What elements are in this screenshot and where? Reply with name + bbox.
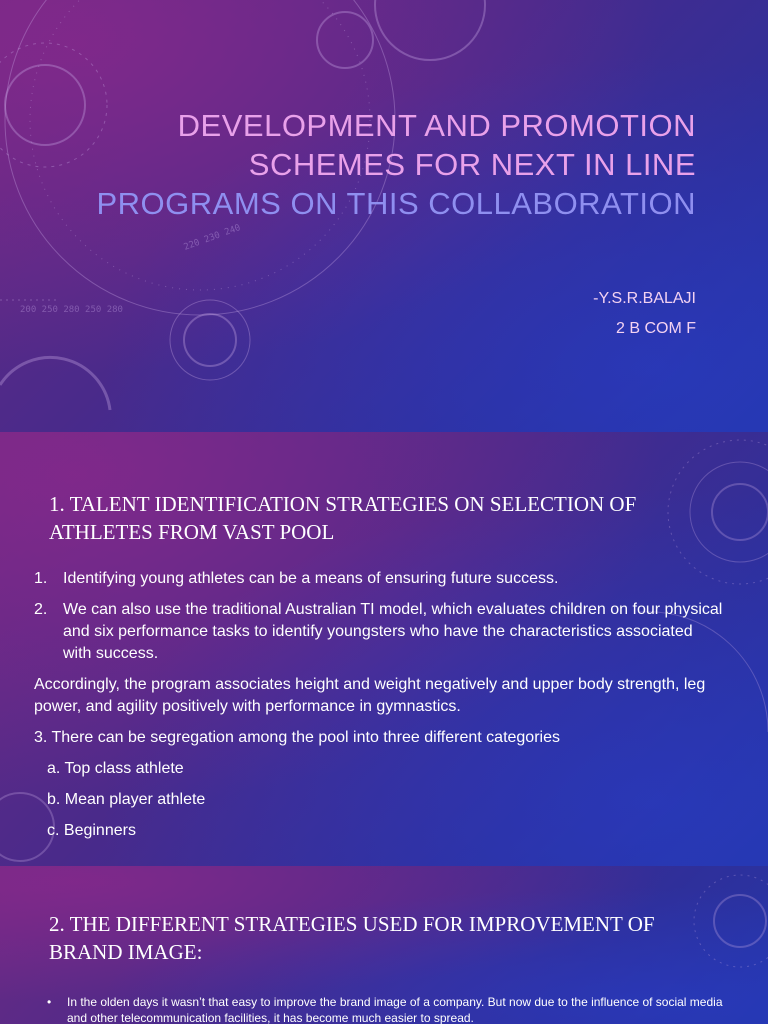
list-item	[47, 994, 727, 1024]
bullet-icon: •	[47, 995, 52, 1009]
author-block	[593, 284, 696, 344]
point-3: 3. There can be segregation among the pool into three different categories	[34, 729, 560, 746]
item-text: Identifying young athletes can be a means of ensuring future success.	[63, 570, 559, 587]
svg-text:220 230 240: 220 230 240	[182, 223, 243, 253]
talent-identification-slide	[0, 432, 768, 866]
section-heading: 1. TALENT IDENTIFICATION STRATEGIES ON SELECTION OF ATHLETES FROM VAST POOL	[49, 492, 637, 544]
slide-body	[34, 568, 724, 851]
category-item: a. Top class athlete	[47, 760, 184, 777]
title-line-2: SCHEMES FOR NEXT IN LINE	[248, 147, 696, 182]
list-item	[34, 568, 724, 590]
category-item: b. Mean player athlete	[47, 791, 206, 808]
title-line-3: PROGRAMS ON THIS COLLABORATION	[96, 186, 696, 221]
section-heading: 2. THE DIFFERENT STRATEGIES USED FOR IMPROVEMENT OF BRAND IMAGE:	[49, 912, 655, 964]
svg-text:200 250 280 250 280: 200 250 280 250 280	[20, 305, 123, 315]
title-slide	[0, 0, 768, 432]
item-text: We can also use the traditional Australian TI model, which evaluates children on four physical and six performance tasks to identify youngsters who have the characteristics associated with success.	[63, 601, 723, 662]
bullet-text: In the olden days it wasn’t that easy to improve the brand image of a company. But now due to the influence of social media and other telecommunication facilities, it has become much easier to spread.	[67, 995, 723, 1024]
brand-image-slide	[0, 866, 768, 1024]
author-class: 2 B COM F	[615, 320, 696, 337]
bullet-list	[47, 994, 727, 1024]
paragraph: Accordingly, the program associates height and weight negatively and upper body strength, leg power, and agility positively with performance in gymnastics.	[34, 676, 706, 715]
author-name: -Y.S.R.BALAJI	[593, 290, 696, 307]
category-item: c. Beginners	[47, 822, 136, 839]
item-number: 2.	[34, 601, 48, 618]
slide-title	[16, 106, 696, 223]
title-line-1: DEVELOPMENT AND PROMOTION	[177, 108, 696, 143]
item-number: 1.	[34, 570, 48, 587]
list-item	[34, 599, 724, 665]
